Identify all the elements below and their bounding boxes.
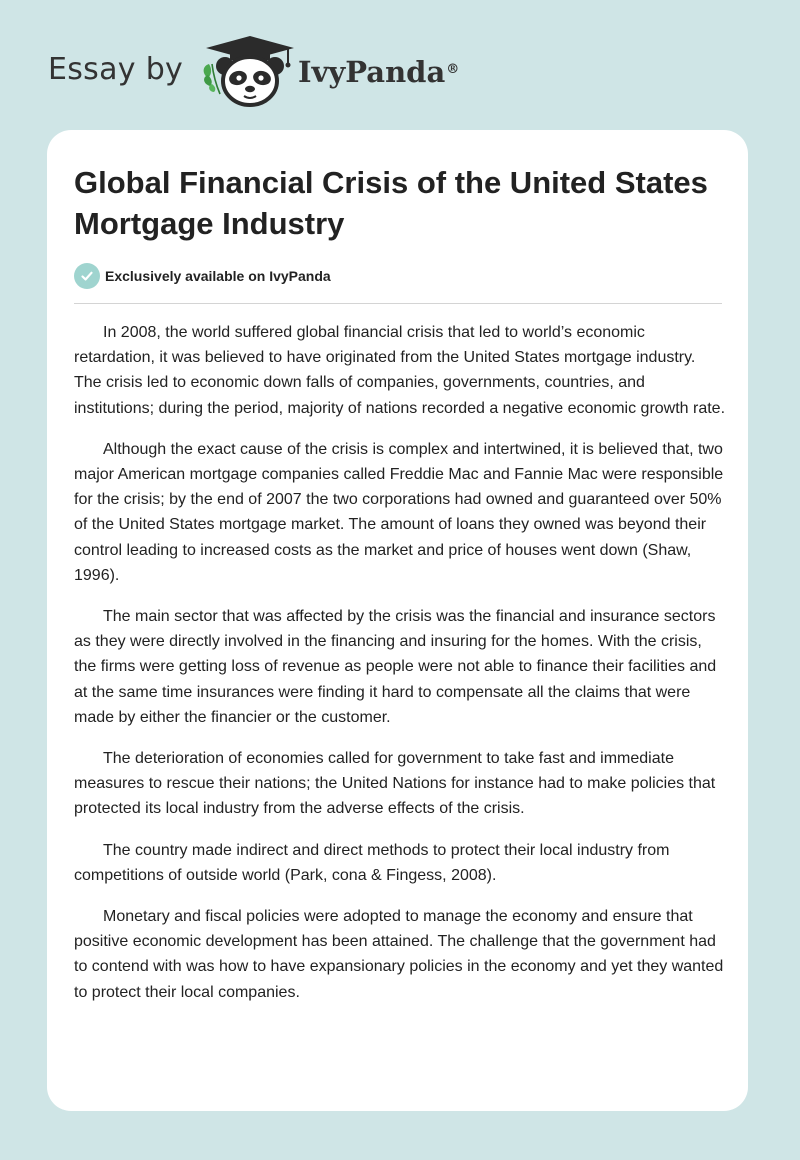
paragraph: The deterioration of economies called for government to take fast and immediate measures to rescue their nations; the United Nations for instance had to make policies that protected its local industry from the adverse effects of the crisis.: [74, 750, 716, 818]
exclusive-badge: [74, 263, 331, 289]
essay-body: [74, 320, 726, 1021]
essay-title: Global Financial Crisis of the United States Mortgage Industry: [74, 165, 708, 241]
check-circle-icon: [74, 263, 100, 289]
paragraph: Monetary and fiscal policies were adopted to manage the economy and ensure that positive economic development has been attained. The challenge that the government had to contend with was how to have expansionary policies in the economy and yet they wanted to protect their local companies.: [74, 908, 724, 1001]
exclusive-label: Exclusively available on IvyPanda: [105, 268, 331, 284]
paragraph: The country made indirect and direct methods to protect their local industry from competitions of outside world (Park, cona & Fingess, 2008).: [74, 841, 670, 884]
brand-name[interactable]: [298, 52, 459, 92]
essay-by-label: Essay by: [48, 52, 184, 87]
paragraph: In 2008, the world suffered global financial crisis that led to world’s economic retardation, it was believed to have originated from the United States mortgage industry. The crisis led to economic down falls of companies, governments, countries, and institutions; during the period, majority of nations recorded a negative economic growth rate.: [74, 324, 726, 417]
paragraph: Although the exact cause of the crisis is complex and intertwined, it is believed that, two major American mortgage companies called Freddie Mac and Fannie Mac were responsible for the crisis; by the end of 2007 the two corporations had owned and guaranteed over 50% of the United States mortgage market. The amount of loans they owned was beyond their control leading to increased costs as the market and price of houses went down (Shaw, 1996).: [74, 440, 724, 584]
paragraph: The main sector that was affected by the crisis was the financial and insurance sectors as they were directly involved in the financing and insuring for the homes. With the crisis, the firms were getting loss of revenue as people were not able to finance their facilities and at the same time insurances were finding it hard to compensate all the claims that were made by either the financier or the customer.: [74, 608, 717, 726]
divider: [74, 303, 722, 304]
registered-mark: ®: [446, 62, 460, 77]
site-header: [0, 0, 800, 120]
panda-logo-icon[interactable]: [200, 34, 296, 110]
essay-card: [47, 130, 748, 1111]
brand-text: IvyPanda: [298, 55, 446, 89]
